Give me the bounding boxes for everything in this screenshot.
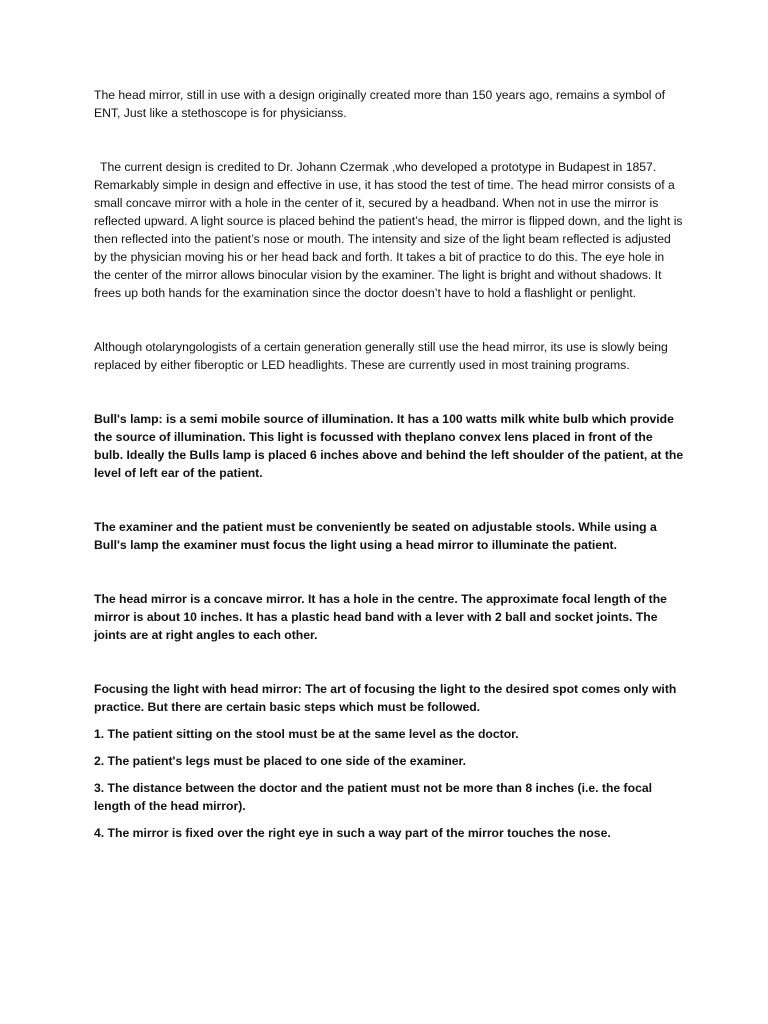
paragraph-headlights: Although otolaryngologists of a certain generation generally still use the head mirror, its use is slowly being replaced by either fiberoptic or LED headlights. These are currently used in most training programs. bbox=[94, 340, 668, 372]
document-body bbox=[94, 86, 684, 842]
paragraph-head-mirror-intro: The head mirror, still in use with a design originally created more than 150 years ago, remains a symbol of ENT, Just like a stethoscope is for physicianss. bbox=[94, 88, 666, 120]
paragraph-focusing-light: Focusing the light with head mirror: The art of focusing the light to the desired spot comes only with practice. But there are certain basic steps which must be followed. bbox=[94, 682, 677, 714]
paragraph-bulls-lamp: Bull's lamp: is a semi mobile source of illumination. It has a 100 watts milk white bulb which provide the source of illumination. This light is focussed with theplano convex lens placed in front of the bulb. Ideally the Bulls lamp is placed 6 inches above and behind the left shoulder of the patient, at the level of left ear of the patient. bbox=[94, 412, 684, 480]
paragraph-czermak-design: The current design is credited to Dr. Johann Czermak ,who developed a prototype in Budapest in 1857. Remarkably simple in design and effective in use, it has stood the test of time. The head mirror consists of a small concave mirror with a hole in the center of it, secured by a headband. When not in use the mirror is reflected upward. A light source is placed behind the patient’s head, the mirror is flipped down, and the light is then reflected into the patient’s nose or mouth. The intensity and size of the light beam reflected is adjusted by the physician moving his or her head back and forth. It takes a bit of practice to do this. The eye hole in the center of the mirror allows binocular vision by the examiner. The light is bright and without shadows. It frees up both hands for the examination since the doctor doesn’t have to hold a flashlight or penlight. bbox=[94, 160, 683, 300]
paragraph-seating: The examiner and the patient must be conveniently be seated on adjustable stools. While using a Bull's lamp the examiner must focus the light using a head mirror to illuminate the patient. bbox=[94, 520, 657, 552]
list-item-step-3: 3. The distance between the doctor and the patient must not be more than 8 inches (i.e. the focal length of the head mirror). bbox=[94, 781, 653, 813]
list-item-step-2: 2. The patient's legs must be placed to one side of the examiner. bbox=[94, 754, 467, 768]
list-item-step-1: 1. The patient sitting on the stool must be at the same level as the doctor. bbox=[94, 727, 519, 741]
list-item-step-4: 4. The mirror is fixed over the right eye in such a way part of the mirror touches the nose. bbox=[94, 826, 611, 840]
paragraph-concave-mirror: The head mirror is a concave mirror. It has a hole in the centre. The approximate focal length of the mirror is about 10 inches. It has a plastic head band with a lever with 2 ball and socket joints. The joints are at right angles to each other. bbox=[94, 592, 667, 642]
